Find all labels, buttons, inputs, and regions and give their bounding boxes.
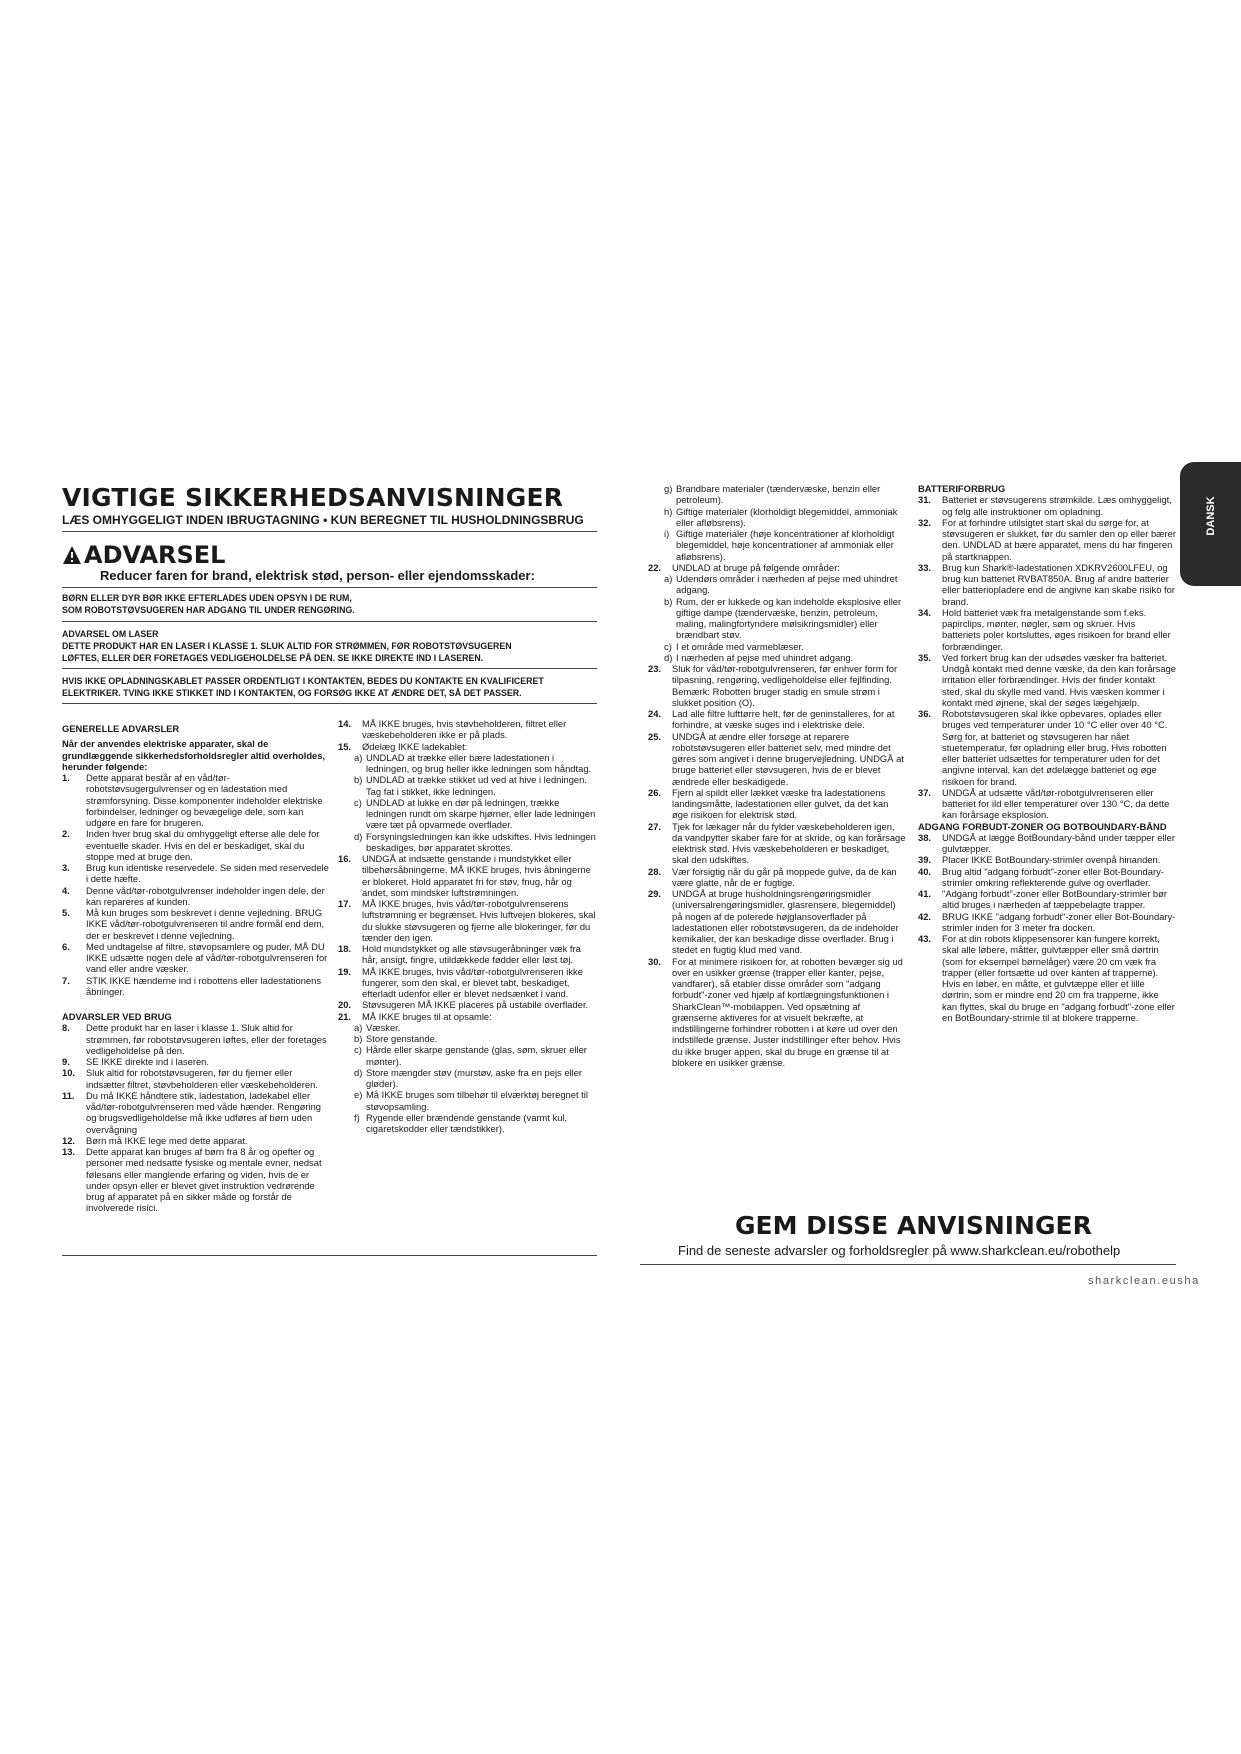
item-text: Børn må IKKE lege med dette apparat. bbox=[86, 1134, 248, 1146]
item-number: 4. bbox=[62, 884, 70, 896]
list-item bbox=[62, 941, 330, 975]
item-text: Inden hver brug skal du omhyggeligt efterse alle dele for eventuelle skader. Hvis en del er beskadiget, skal du stoppe med at bruge den. bbox=[86, 828, 320, 862]
item-text: Sluk altid for robotstøvsugeren, før du fjerner eller indsætter filtret, støvbeholderen eller væskebeholderen. bbox=[86, 1067, 318, 1090]
list-item bbox=[918, 708, 1176, 787]
item-number: d) bbox=[664, 651, 673, 663]
list-subitem bbox=[338, 774, 596, 797]
item-text: UNDLAD at bruge på følgende områder: bbox=[672, 561, 840, 573]
item-text: Du må IKKE håndtere stik, ladestation, ladekabel eller våd/tør-robotgulvrenseren med våde hænder. Rengøring og brugsvedligeholdelse må ikke udføres af børn uden overvågning bbox=[86, 1089, 322, 1135]
divider bbox=[640, 1264, 1176, 1265]
item-text: BRUG IKKE "adgang forbudt"-zoner eller Bot-Boundary-strimler inden for 3 meter fra docken. bbox=[942, 910, 1176, 933]
item-number: 5. bbox=[62, 907, 70, 918]
item-text: UNDGÅ at ændre eller forsøge at reparere robotstøvsugeren eller batteriet selv, med mindre det gøres som angivet i denne brugervejledning. UNDGÅ at bruge batteriet eller støvsugeren, hvis de er blevet ændrede eller beskadigede. bbox=[672, 730, 904, 787]
item-number: 23. bbox=[648, 663, 662, 674]
item-text: Giftige materialer (klorholdigt blegemiddel, ammoniak eller afløbsrens). bbox=[676, 505, 898, 528]
areas-list bbox=[648, 483, 906, 1068]
item-text: For at forhindre utilsigtet start skal du sørge for, at støvsugeren er slukket, før du samler den op eller bærer den. UNDLAD at bære apparatet, mens du har fingeren på startknappen. bbox=[942, 516, 1176, 562]
item-text: Lad alle filtre lufttørre helt, før de geninstalleres, for at forhindre, at væske suges ind i elektriske dele. bbox=[672, 708, 895, 731]
item-text: Dette apparat består af en våd/tør-robotstøvsugergulvrenser og en ladestation med strømforsyning. Disse komponenter indeholder elektriske forbindelser, ledninger og bevægelige dele, som kan udgøre en fare for brugeren. bbox=[86, 772, 323, 828]
item-text: Væsker. bbox=[366, 1021, 401, 1033]
list-item bbox=[648, 821, 906, 866]
item-number: 43. bbox=[918, 933, 932, 944]
item-text: SE IKKE direkte ind i laseren. bbox=[86, 1056, 209, 1067]
list-item bbox=[62, 1135, 330, 1146]
item-number: 3. bbox=[62, 862, 70, 873]
list-item bbox=[338, 853, 596, 898]
item-text: Må kun bruges som beskrevet i denne vejledning. BRUG IKKE våd/tør-robotgulvrenseren til andre formål end dem, der er beskrevet i denne vejledning. bbox=[86, 907, 325, 941]
list-subitem bbox=[338, 752, 596, 775]
item-number: 6. bbox=[62, 940, 70, 952]
item-number: f) bbox=[354, 1111, 360, 1123]
item-text: Dette apparat kan bruges af børn fra 8 år og opefter og personer med nedsatte fysiske og mentale evner, nedsat følesans eller manglende erfaring og viden, hvis de er under opsyn eller er blevet givet instruktion vedrørende brug af apparatet på en sikker måde og forstår de involverede risici. bbox=[86, 1146, 322, 1214]
item-number: 26. bbox=[648, 786, 662, 798]
laser-notice: ADVARSEL OM LASER DETTE PRODUKT HAR EN LASER I KLASSE 1. SLUK ALTID FOR STRØMMEN, FØR ROBOTSTØVSUGEREN LØFTES, ELLER DER FORETAGES VEDLIGEHOLDELSE PÅ DEN. SE IKKE DIREKTE IND I LASEREN. bbox=[62, 629, 512, 663]
item-text: MÅ IKKE bruges til at opsamle: bbox=[362, 1010, 492, 1022]
item-text: Forsyningsledningen kan ikke udskiftes. Hvis ledningen beskadiges, bør apparatet skrottes. bbox=[366, 830, 596, 853]
item-number: 13. bbox=[62, 1146, 76, 1157]
warning-icon bbox=[62, 545, 82, 565]
item-text: Fjern al spildt eller lækket væske fra ladestationens landingsmåtte, ladestationen eller gulvet, da det kan øge risikoen for elektrisk stød. bbox=[672, 786, 889, 821]
item-text: Ved forkert brug kan der udsødes væsker fra batteriet. Undgå kontakt med denne væske, da den kan forårsage irritation eller forbrændinger. Hvis der finder kontakt sted, skal du skylle med vand. Hvis væsken kommer i kontakt med øjnene, skal der søges lægehjælp. bbox=[942, 651, 1177, 708]
list-item bbox=[648, 866, 906, 889]
item-text: MÅ IKKE bruges, hvis våd/tør-robotgulvrenseren ikke fungerer, som den skal, er blevet tabt, beskadiget, efterladt udenfor eller er blevet nedsænket i vand. bbox=[362, 965, 583, 999]
list-item bbox=[918, 888, 1176, 911]
list-item bbox=[918, 607, 1176, 652]
item-text: Sluk for våd/tør-robotgulvrenseren, før enhver form for tilpasning, rengøring, vedligeholdelse eller fejlfinding. Bemærk: Robotten bruger stadig en smule strøm i slukket position (O). bbox=[672, 663, 898, 708]
list-item bbox=[918, 911, 1176, 934]
use-list-continued bbox=[338, 718, 596, 1134]
item-text: UNDGÅ at indsætte genstande i mundstykket eller tilbehørsåbningerne. MÅ IKKE bruges, hvis åbningerne er blokeret. Hold apparatet fri for støv, fnug, hår og andet, som mindsker luftstrømningen. bbox=[362, 853, 591, 898]
page-title: VIGTIGE SIKKERHEDSANVISNINGER bbox=[62, 483, 564, 512]
item-number: c) bbox=[664, 640, 672, 652]
divider bbox=[62, 703, 597, 704]
list-item bbox=[62, 828, 330, 862]
item-text: UNDLAD at lukke en dør på ledningen, trække ledningen rundt om skarpe hjørner, eller lade ledningen være tæt på opvarmede overflader. bbox=[366, 796, 596, 831]
item-number: 12. bbox=[62, 1134, 76, 1146]
list-item bbox=[918, 652, 1176, 708]
laser-title: ADVARSEL OM LASER bbox=[62, 629, 159, 639]
list-item bbox=[648, 956, 906, 1069]
list-subitem bbox=[338, 1022, 596, 1033]
item-text: Brug kun identiske reservedele. Se siden med reservedele i dette hæfte. bbox=[86, 862, 329, 885]
list-subitem bbox=[648, 483, 906, 506]
item-number: a) bbox=[354, 1021, 363, 1033]
item-number: 15. bbox=[338, 740, 352, 752]
children-notice: BØRN ELLER DYR BØR IKKE EFTERLADES UDEN OPSYN I DE RUM, SOM ROBOTSTØVSUGEREN HAR ADGANG TIL UNDER RENGØRING. bbox=[62, 593, 355, 615]
list-item bbox=[918, 494, 1176, 517]
list-item bbox=[918, 787, 1176, 821]
item-text: MÅ IKKE bruges, hvis støvbeholderen, filtret eller væskebeholderen ikke er på plads. bbox=[362, 718, 567, 741]
list-subitem bbox=[648, 596, 906, 641]
list-subitem bbox=[648, 573, 906, 596]
item-text: Vær forsigtig når du går på moppede gulve, da de kan være glatte, når de er fugtige. bbox=[672, 865, 897, 888]
item-text: UNDGÅ at lægge BotBoundary-bånd under tæpper eller gulvtæpper. bbox=[942, 831, 1175, 854]
section-title: ADVARSLER VED BRUG bbox=[62, 1011, 172, 1022]
item-number: 34. bbox=[918, 606, 932, 618]
item-number: 37. bbox=[918, 786, 932, 798]
list-item bbox=[338, 898, 596, 943]
site-footer: sharkclean.eusha bbox=[1088, 1275, 1200, 1287]
item-text: Udendørs områder i nærheden af pejse med uhindret adgang. bbox=[676, 573, 898, 596]
list-subitem bbox=[648, 652, 906, 663]
list-subitem bbox=[648, 641, 906, 652]
item-number: 32. bbox=[918, 516, 932, 528]
general-list bbox=[62, 772, 330, 997]
item-text: I nærheden af pejse med uhindret adgang. bbox=[676, 651, 854, 663]
zone-list bbox=[918, 832, 1176, 1023]
item-number: b) bbox=[354, 1033, 363, 1044]
list-item bbox=[338, 1011, 596, 1022]
item-text: Rygende eller brændende genstande (varmt kul, cigaretskodder eller tændstikker). bbox=[366, 1111, 568, 1134]
item-number: 7. bbox=[62, 974, 70, 986]
item-number: 41. bbox=[918, 888, 932, 899]
item-number: c) bbox=[354, 1044, 362, 1056]
item-text: Store mængder støv (murstøv, aske fra en pejs eller gløder). bbox=[366, 1066, 583, 1089]
list-item bbox=[648, 731, 906, 787]
list-item bbox=[338, 718, 596, 741]
item-text: Denne våd/tør-robotgulvrenser indeholder ingen dele, der kan repareres af kunden. bbox=[86, 884, 325, 907]
item-text: I et område med varmeblæser. bbox=[676, 640, 804, 652]
column-continued bbox=[338, 718, 596, 1134]
warning-title: ADVARSEL bbox=[84, 541, 226, 569]
item-number: 40. bbox=[918, 865, 932, 877]
item-number: i) bbox=[664, 528, 670, 539]
section-title: BATTERIFORBRUG bbox=[918, 483, 1006, 494]
list-item bbox=[338, 943, 596, 966]
item-text: Støvsugeren MÅ IKKE placeres på ustabile overflader. bbox=[362, 999, 589, 1011]
item-number: 33. bbox=[918, 561, 932, 573]
plug-notice: HVIS IKKE OPLADNINGSKABLET PASSER ORDENTLIGT I KONTAKTEN, BEDES DU KONTAKTE EN KVALIFICERET ELEKTRIKER. TVING IKKE STIKKET IND I KONTAKTEN, OG FORSØG IKKE AT ÆNDRE DET, SÅ DET PASSER. bbox=[62, 676, 544, 698]
item-text: Giftige materialer (høje koncentrationer af klorholdigt blegemiddel, høje koncentrationer af ammoniak eller afløbsrens). bbox=[676, 528, 895, 562]
item-text: Ødelæg IKKE ladekablet: bbox=[362, 740, 468, 752]
list-item bbox=[918, 562, 1176, 607]
list-subitem bbox=[648, 528, 906, 562]
divider bbox=[62, 531, 597, 532]
list-item bbox=[648, 708, 906, 731]
list-item bbox=[62, 1056, 330, 1067]
item-number: d) bbox=[354, 830, 363, 842]
item-number: 35. bbox=[918, 651, 932, 663]
item-number: 31. bbox=[918, 494, 932, 506]
list-item bbox=[918, 866, 1176, 889]
item-number: 8. bbox=[62, 1022, 70, 1034]
item-number: 20. bbox=[338, 999, 352, 1011]
item-number: 24. bbox=[648, 708, 662, 719]
item-text: Brandbare materialer (tændervæske, benzin eller petroleum). bbox=[676, 483, 881, 506]
list-subitem bbox=[338, 1089, 596, 1112]
item-number: 30. bbox=[648, 955, 662, 967]
item-number: b) bbox=[354, 774, 363, 786]
item-number: 19. bbox=[338, 965, 352, 977]
list-item bbox=[338, 966, 596, 1000]
item-number: 28. bbox=[648, 865, 662, 877]
item-number: 21. bbox=[338, 1010, 352, 1022]
item-number: d) bbox=[354, 1066, 363, 1078]
warning-subtitle: Reducer faren for brand, elektrisk stød, person- eller ejendomsskader: bbox=[100, 568, 535, 583]
list-item bbox=[62, 975, 330, 998]
item-number: c) bbox=[354, 796, 362, 808]
item-number: h) bbox=[664, 505, 673, 517]
save-instructions-heading: GEM DISSE ANVISNINGER bbox=[735, 1211, 1092, 1240]
list-item bbox=[62, 862, 330, 885]
item-text: Tjek for lækager når du fylder væskebeholderen igen, da vandpytter skaber fare for at skride, og kan forårsage elektrisk stød. Hvis væskebeholderen er beskadiget, skal den udskiftes. bbox=[672, 820, 906, 866]
item-number: 22. bbox=[648, 561, 662, 573]
list-item bbox=[338, 999, 596, 1010]
column-battery bbox=[918, 483, 1176, 1023]
list-subitem bbox=[338, 797, 596, 831]
divider bbox=[62, 621, 597, 622]
item-text: MÅ IKKE bruges, hvis våd/tør-robotgulvrenserens luftstrømning er begrænset. Hvis luftvejen blokeres, skal du slukke støvsugeren og fjerne alle blokeringer, før du tænder den igen. bbox=[362, 898, 596, 943]
item-text: UNDLAD at trække eller bære ladestationen i ledningen, og brug heller ikke ledningen som håndtag. bbox=[366, 751, 592, 774]
item-text: Batteriet er støvsugerens strømkilde. Læs omhyggeligt, og følg alle instruktioner om opladning. bbox=[942, 494, 1172, 517]
list-item bbox=[62, 1146, 330, 1214]
list-item bbox=[62, 772, 330, 828]
list-item bbox=[648, 663, 906, 708]
item-text: Hold batteriet væk fra metalgenstande som f.eks. papirclips, mønter, nøgler, søm og skruer. Hvis batteriets poler kortsluttes, øges risikoen for brand eller forbrændinger. bbox=[942, 606, 1171, 652]
item-number: g) bbox=[664, 483, 673, 494]
list-item bbox=[918, 854, 1176, 865]
list-item bbox=[62, 1067, 330, 1090]
list-item bbox=[648, 562, 906, 573]
item-number: 18. bbox=[338, 943, 352, 954]
item-number: 27. bbox=[648, 820, 662, 832]
divider bbox=[62, 668, 597, 669]
item-text: Hold mundstykket og alle støvsugeråbninger væk fra hår, ansigt, fingre, utildækkede fødder eller løst tøj. bbox=[362, 943, 581, 966]
item-text: Rum, der er lukkede og kan indeholde eksplosive eller giftige dampe (tændervæske, benzin, petroleum, maling, malingfortyndere mølsikringsmidler) eller brændbart støv. bbox=[676, 595, 902, 641]
item-text: Robotstøvsugeren skal ikke opbevares, oplades eller bruges ved temperaturer under 10 °C eller over 40 °C. Sørg for, at batteriet og støvsugeren har nået stuetemperatur, før opladning eller brug. Hvis robotten eller batteriet udsættes for temperaturer uden for det angivne interval, kan det ødelægge batteriet og øge risikoen for brand. bbox=[942, 708, 1168, 787]
item-text: For at minimere risikoen for, at robotten bevæger sig ud over en usikker grænse (trapper eller kanter, pejse, vandfarer), så etabler disse områder som "adgang forbudt"-zoner ved hjælp af kortlægningsfunktionen i SharkClean™-mobilappen. Ved opsætning af grænserne aktiveres for at visuelt bekræfte, at indstillingerne forhindrer robotten i at køre ud over den indstillede grænse. Juster indstillinger efter behov. Hvis du ikke bruger appen, skal du bruge en grænse til at blokere en usikker grænse. bbox=[672, 955, 903, 1068]
item-text: Hårde eller skarpe genstande (glas, søm, skruer eller mønter). bbox=[366, 1044, 587, 1067]
divider bbox=[62, 587, 597, 588]
item-number: b) bbox=[664, 595, 673, 607]
list-subitem bbox=[338, 1067, 596, 1090]
item-text: UNDGÅ at bruge husholdningsrengøringsmidler (universalrengøringsmidler, glasrensere, blegemiddel) på nogen af de polerede højglansoverflader på ladestationen eller robotstøvsugeren, da de indeholder kemikalier, der kan beskadige disse overflader. Brug i stedet en fugtig klud med vand. bbox=[672, 888, 899, 956]
find-more-text: Find de seneste advarsler og forholdsregler på www.sharkclean.eu/robothelp bbox=[678, 1243, 1121, 1258]
item-number: 39. bbox=[918, 854, 932, 866]
item-number: 29. bbox=[648, 888, 662, 899]
item-number: 11. bbox=[62, 1089, 75, 1101]
item-number: 9. bbox=[62, 1056, 70, 1067]
list-item bbox=[918, 933, 1176, 1023]
divider bbox=[62, 1255, 597, 1256]
section-title: ADGANG FORBUDT-ZONER OG BOTBOUNDARY-BÅND bbox=[918, 820, 1167, 832]
list-item bbox=[62, 1022, 330, 1056]
item-text: Brug kun Shark®-ladestationen XDKRV2600LFEU, og brug kun batteriet RVBAT850A. Brug af andre batterier eller batteriopladere end de angivne kan skabe risiko for brand. bbox=[942, 561, 1175, 607]
language-tab-label: DANSK bbox=[1205, 496, 1217, 536]
item-text: STIK IKKE hænderne ind i robottens eller ladestationens åbninger. bbox=[86, 974, 322, 997]
item-text: Placer IKKE BotBoundary-strimler ovenpå hinanden. bbox=[942, 854, 1161, 866]
item-text: For at din robots klippesensorer kan fungere korrekt, skal alle løbere, måtter, gulvtæpper eller små dørtrin (som for eksempel børnelåger) være 20 cm væk fra trapper (eller fortsætte ud over kanten af trapperne). Hvis en løber, en måtte, et gulvtæppe eller et lille dørtrin, som er mindre end 20 cm fra trapperne, ikke kan flyttes, skal du bruge en "adgang forbudt"-zone eller en BotBoundary-strimle til at blokere trapperne. bbox=[942, 933, 1175, 1023]
list-subitem bbox=[338, 1044, 596, 1067]
item-number: 17. bbox=[338, 898, 352, 909]
list-item bbox=[648, 888, 906, 956]
item-number: a) bbox=[664, 573, 673, 584]
page-subtitle: LÆS OMHYGGELIGT INDEN IBRUGTAGNING • KUN BEREGNET TIL HUSHOLDNINGSBRUG bbox=[62, 513, 584, 527]
list-item bbox=[648, 787, 906, 821]
list-item bbox=[918, 832, 1176, 855]
list-item bbox=[62, 907, 330, 941]
item-text: Dette produkt har en laser i klasse 1. Sluk altid for strømmen, før robotstøvsugeren løftes, eller der foretages vedligeholdelse på den. bbox=[86, 1022, 327, 1056]
item-text: UNDLAD at trække stikket ud ved at hive i ledningen. Tag fat i stikket, ikke ledningen. bbox=[366, 774, 587, 797]
item-text: Brug altid "adgang forbudt"-zoner eller Bot-Boundary-strimler omkring reflekterende gulve og overflader. bbox=[942, 865, 1164, 888]
warning-heading bbox=[62, 541, 225, 569]
item-number: 1. bbox=[62, 772, 70, 783]
item-number: 36. bbox=[918, 708, 932, 719]
item-text: Må IKKE bruges som tilbehør til elværktøj beregnet til støvopsamling. bbox=[366, 1089, 588, 1112]
list-subitem bbox=[338, 1112, 596, 1135]
list-item bbox=[62, 885, 330, 908]
item-text: UNDGÅ at udsætte våd/tør-robotgulvrenseren eller batteriet for ild eller temperaturer over 130 °C, da dette kan forårsage eksplosion. bbox=[942, 786, 1170, 821]
column-general bbox=[62, 723, 330, 1214]
item-number: 25. bbox=[648, 730, 662, 742]
section-intro: Når der anvendes elektriske apparater, skal de grundlæggende sikkerhedsforholdsregler altid overholdes, herunder følgende: bbox=[62, 738, 326, 772]
list-item bbox=[338, 741, 596, 752]
list-subitem bbox=[338, 1033, 596, 1044]
list-item bbox=[62, 1090, 330, 1135]
use-list bbox=[62, 1022, 330, 1213]
item-number: e) bbox=[354, 1089, 363, 1101]
section-title: GENERELLE ADVARSLER bbox=[62, 723, 180, 734]
list-subitem bbox=[648, 506, 906, 529]
item-text: "Adgang forbudt"-zoner eller BotBoundary-strimler bør altid bruges i nærheden af tæppebelagte trapper. bbox=[942, 888, 1167, 911]
column-areas bbox=[648, 483, 906, 1068]
item-text: Store genstande. bbox=[366, 1033, 438, 1044]
item-number: 2. bbox=[62, 828, 70, 840]
battery-list bbox=[918, 494, 1176, 820]
item-number: a) bbox=[354, 751, 363, 763]
item-number: 10. bbox=[62, 1067, 76, 1079]
item-number: 42. bbox=[918, 910, 932, 922]
item-text: Med undtagelse af filtre, støvopsamlere og puder, MÅ DU IKKE udsætte nogen dele af våd/tør-robotgulvrenseren for vand eller andre væsker. bbox=[86, 940, 328, 975]
list-item bbox=[918, 517, 1176, 562]
item-number: 38. bbox=[918, 831, 932, 843]
list-subitem bbox=[338, 831, 596, 854]
item-number: 14. bbox=[338, 718, 352, 729]
item-number: 16. bbox=[338, 853, 352, 864]
